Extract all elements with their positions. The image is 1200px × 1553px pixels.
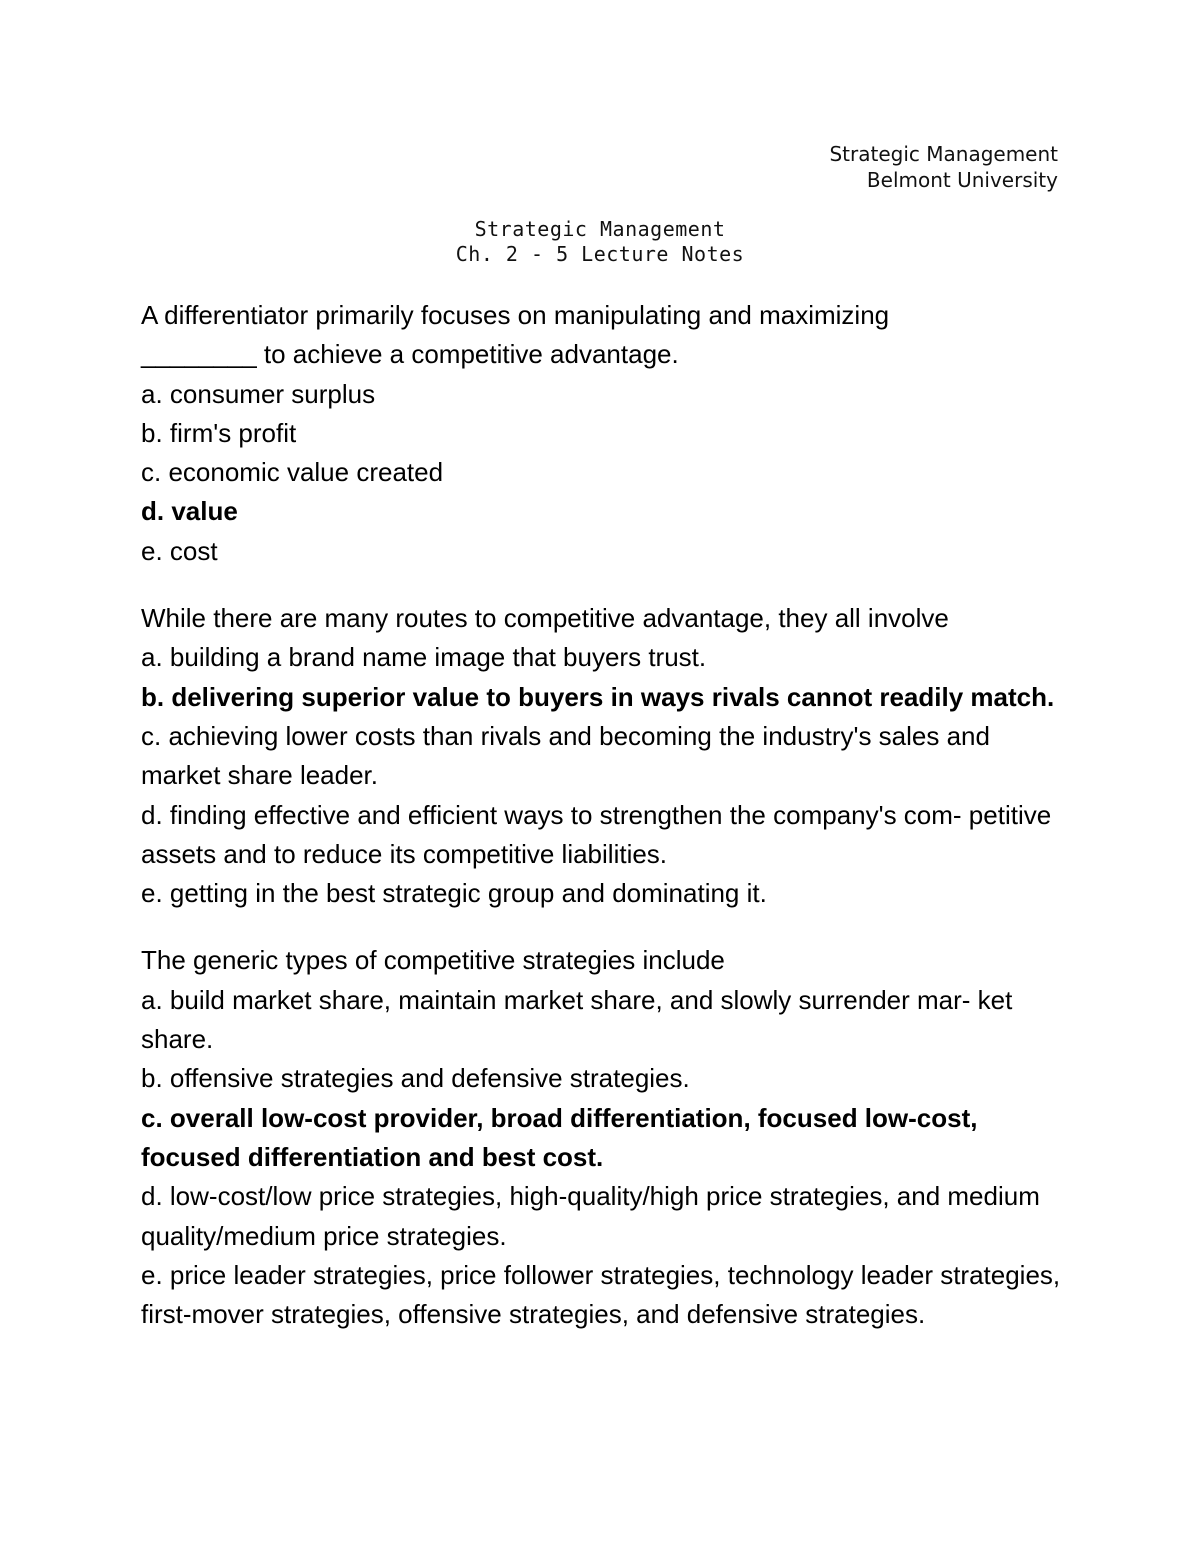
option-b: b. firm's profit <box>141 417 297 448</box>
option-a: a. building a brand name image that buyers trust. <box>141 642 707 673</box>
question-stem: While there are many routes to competitive advantage, they all involve <box>141 603 949 634</box>
title-line-1: Strategic Management <box>474 217 726 241</box>
option-d: d. low-cost/low price strategies, high-quality/high price strategies, and medium quality/medium price strategies. <box>141 1181 1040 1251</box>
question-2 <box>141 599 1061 913</box>
header-school: Belmont University <box>866 168 1058 192</box>
question-stem: A differentiator primarily focuses on manipulating and maximizing <box>141 300 890 330</box>
header-course: Strategic Management <box>829 142 1058 166</box>
option-c: c. economic value created <box>141 457 444 488</box>
question-stem-continued: ________ to achieve a competitive advantage. <box>141 339 679 370</box>
option-a: a. build market share, maintain market share, and slowly surrender mar- ket share. <box>141 984 1013 1055</box>
option-d-answer: d. value <box>141 496 238 527</box>
option-e: e. cost <box>141 535 218 566</box>
option-d: d. finding effective and efficient ways to strengthen the company's com- petitive assets and to reduce its competitive liabilities. <box>141 799 1052 869</box>
question-3 <box>141 941 1061 1334</box>
running-header <box>829 141 1058 193</box>
title-line-2: Ch. 2 - 5 Lecture Notes <box>455 242 745 266</box>
question-1 <box>141 296 1061 571</box>
questions-content <box>141 296 1061 1362</box>
question-stem: The generic types of competitive strategies include <box>141 945 725 976</box>
option-e: e. price leader strategies, price follower strategies, technology leader strategies, first-mover strategies, offensive strategies, and defensive strategies. <box>141 1259 1061 1330</box>
option-b-answer: b. delivering superior value to buyers in ways rivals cannot readily match. <box>141 681 1055 712</box>
option-b: b. offensive strategies and defensive strategies. <box>141 1063 690 1094</box>
option-e: e. getting in the best strategic group and dominating it. <box>141 878 767 909</box>
document-title <box>0 217 1200 267</box>
option-c-answer: c. overall low-cost provider, broad differentiation, focused low-cost, focused differentiation and best cost. <box>141 1102 978 1172</box>
option-a: a. consumer surplus <box>141 378 376 409</box>
option-c: c. achieving lower costs than rivals and becoming the industry's sales and market share leader. <box>141 720 990 791</box>
